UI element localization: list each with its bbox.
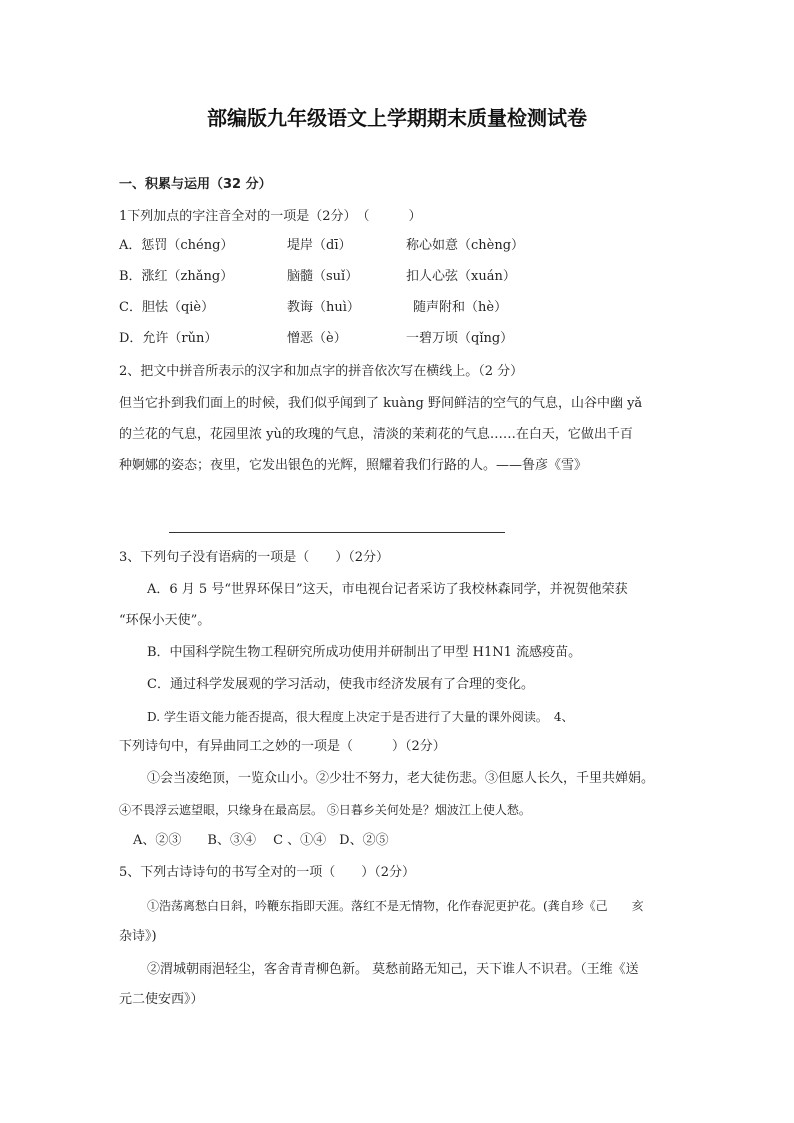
section-heading: 一、积累与运用（32 分）: [119, 177, 272, 192]
question-3-stem: 3、下列句子没有语病的一项是（ ）（2分）: [119, 550, 390, 565]
question-3-option-a: A．6 月 5 号“世界环保日”这天，市电视台记者采访了我校林森同学，并祝贺他荣获: [147, 582, 628, 597]
option-word: 憎恶（è）: [287, 331, 347, 346]
question-2-passage-line: 但当它扑到我们面上的时候，我们似乎闻到了 kuàng 野间鲜洁的空气的气息，山谷中幽 yǎ: [119, 396, 643, 411]
question-2-stem: 2、把文中拼音所表示的汉字和加点字的拼音依次写在横线上。（2 分）: [119, 364, 524, 379]
option-word: 一碧万顷（qǐng）: [406, 331, 514, 346]
answer-blank-line[interactable]: [169, 532, 505, 533]
option-word: C．胆怯（qiè）: [119, 300, 215, 315]
question-5-item-1: ①浩荡离愁白日斜，吟鞭东指即天涯。落红不是无情物，化作春泥更护花。(龚自珍《己 亥: [147, 899, 644, 913]
question-4-stem: 下列诗句中，有异曲同工之妙的一项是（ ）（2分）: [119, 739, 446, 754]
option-word: 随声附和（hè）: [413, 300, 508, 315]
option-word: 脑髓（suǐ）: [287, 269, 359, 284]
question-5-item-2-cont: 元二使安西》）: [119, 992, 204, 1007]
question-4-choices: A、②③ B、③④ C 、①④ D、②⑤: [133, 833, 389, 848]
question-4-poems-line: ①会当凌绝顶，一览众山小。②少壮不努力，老大徒伤悲。③但愿人长久，千里共婵娟。: [147, 771, 655, 786]
question-3-option-d: D. 学生语文能力能否提高，很大程度上决定于是否进行了大量的课外阅读。 4、: [147, 710, 574, 724]
question-4-poems-line: ④不畏浮云遮望眼，只缘身在最高层。 ⑤日暮乡关何处是？烟波江上使人愁。: [119, 803, 531, 817]
question-2-passage-line: 的兰花的气息，花园里浓 yù的玫瑰的气息，清淡的茉莉花的气息……在白天，它做出千百: [119, 427, 633, 442]
option-word: 教诲（huì）: [287, 300, 360, 315]
option-word: 称心如意（chèng）: [406, 238, 525, 253]
question-1-stem: 1下列加点的字注音全对的一项是（2分） （ ）: [119, 209, 422, 224]
question-5-item-2: ②渭城朝雨浥轻尘，客舍青青柳色新。 莫愁前路无知己，天下谁人不识君。（王维《送: [147, 962, 639, 977]
question-5-item-1-cont: 杂诗》): [119, 929, 157, 944]
question-3-option-c: C．通过科学发展观的学习活动，使我市经济发展有了合理的变化。: [147, 677, 534, 692]
option-word: B．涨红（zhǎng）: [119, 269, 234, 284]
question-3-option-b: B．中国科学院生物工程研究所成功使用并研制出了甲型 H1N1 流感疫苗。: [147, 645, 582, 660]
option-word: D．允许（rǔn）: [119, 331, 218, 346]
option-word: A．惩罚（chéng）: [119, 238, 234, 253]
page-title: 部编版九年级语文上学期期末质量检测试卷: [207, 106, 587, 130]
question-2-passage-line: 种婀娜的姿态；夜里，它发出银色的光辉，照耀着我们行路的人。——鲁彦《雪》: [119, 458, 588, 473]
option-word: 扣人心弦（xuán）: [406, 269, 516, 284]
question-5-stem: 5、下列古诗诗句的书写全对的一项（ ）（2分）: [119, 865, 416, 880]
option-word: 堤岸（dī）: [287, 238, 352, 253]
question-3-option-a-cont: “环保小天使”。: [119, 613, 211, 628]
